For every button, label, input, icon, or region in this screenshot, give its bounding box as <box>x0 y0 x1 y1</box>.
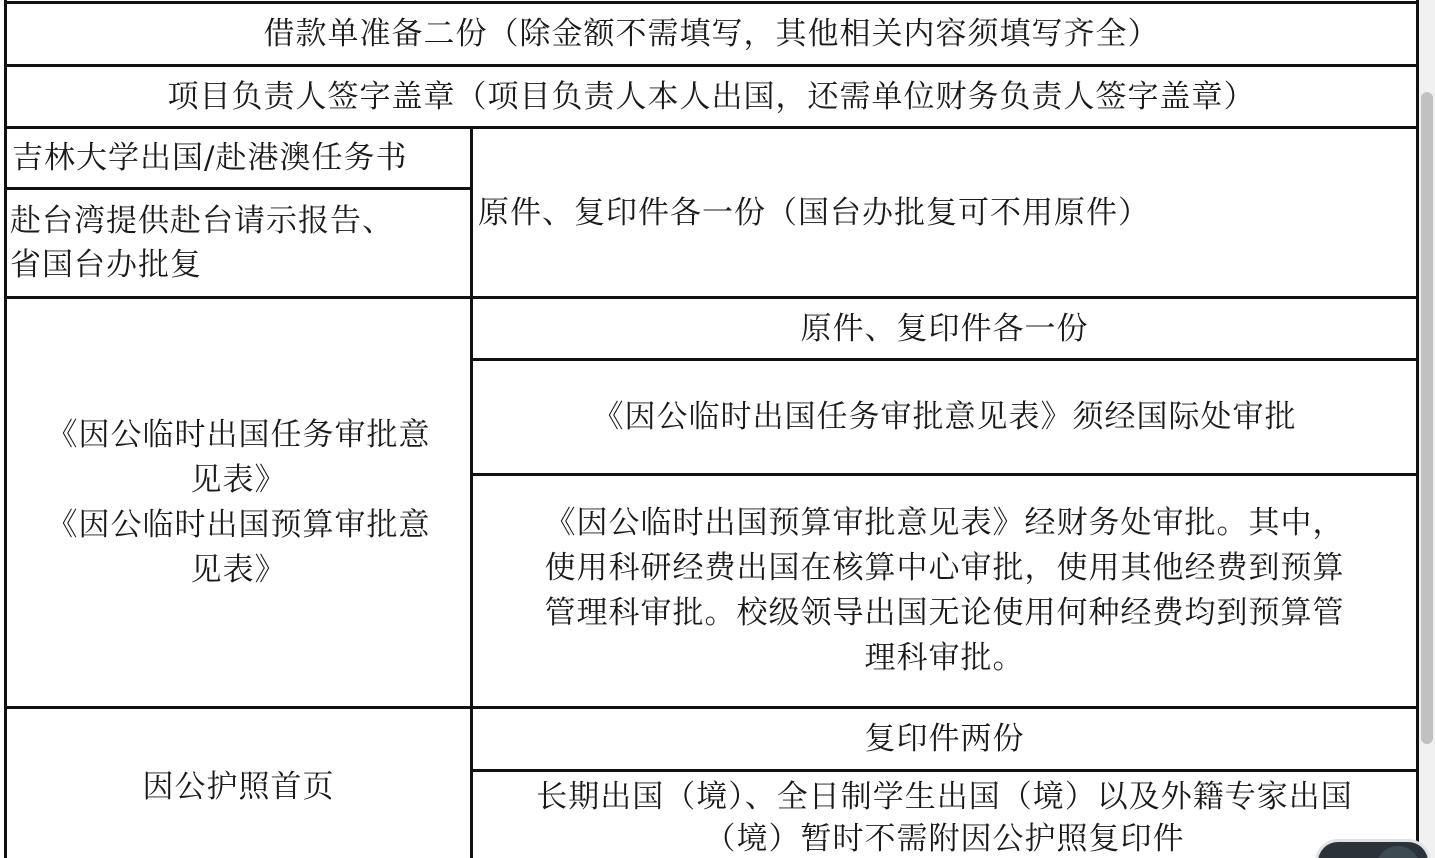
cell-text: 原件、复印件各一份 <box>800 310 1089 347</box>
table-cell <box>473 772 1416 858</box>
cell-text: 复印件两份 <box>864 721 1025 757</box>
table-cell <box>473 361 1416 473</box>
table-cell <box>473 709 1416 769</box>
cell-text: （境）暂时不需附因公护照复印件 <box>704 821 1185 857</box>
cell-text: 省国台办批复 <box>10 247 202 283</box>
scrollbar-thumb[interactable] <box>1421 92 1433 744</box>
cell-text: 因公护照首页 <box>142 769 335 805</box>
cell-text: 使用科研经费出国在核算中心审批，使用其他经费到预算 <box>544 550 1345 586</box>
cell-text: 《因公临时出国任务审批意 <box>46 416 431 453</box>
table-cell <box>7 299 470 706</box>
table-cell <box>7 67 1416 126</box>
cell-text: 吉林大学出国/赴港澳任务书 <box>12 140 408 176</box>
cell-text: 原件、复印件各一份（国台办批复可不用原件） <box>478 194 1150 231</box>
cell-text: 赴台湾提供赴台请示报告、 <box>10 203 394 239</box>
cell-text: 见表》 <box>190 551 287 588</box>
cell-text: 管理科审批。校级领导出国无论使用何种经费均到预算管 <box>544 595 1345 631</box>
table-cell <box>7 4 1416 64</box>
cell-text: 理科审批。 <box>864 640 1025 676</box>
table-cell <box>7 709 470 858</box>
table-cell <box>473 299 1416 358</box>
table-cell <box>12 129 470 187</box>
table-cell <box>473 476 1416 706</box>
table-cell <box>478 129 1416 296</box>
cell-text: 项目负责人签字盖章（项目负责人本人出国，还需单位财务负责人签字盖章） <box>167 78 1256 115</box>
cell-text: 《因公临时出国任务审批意见表》须经国际处审批 <box>592 399 1297 435</box>
cell-text: 长期出国（境）、全日制学生出国（境）以及外籍专家出国 <box>536 779 1353 815</box>
table-cell <box>10 190 470 296</box>
cell-text: 《因公临时出国预算审批意 <box>46 506 431 543</box>
cell-text: 《因公临时出国预算审批意见表》经财务处审批。其中， <box>544 505 1345 541</box>
cell-text: 借款单准备二份（除金额不需填写，其他相关内容须填写齐全） <box>263 16 1160 52</box>
cell-text: 见表》 <box>190 461 287 498</box>
